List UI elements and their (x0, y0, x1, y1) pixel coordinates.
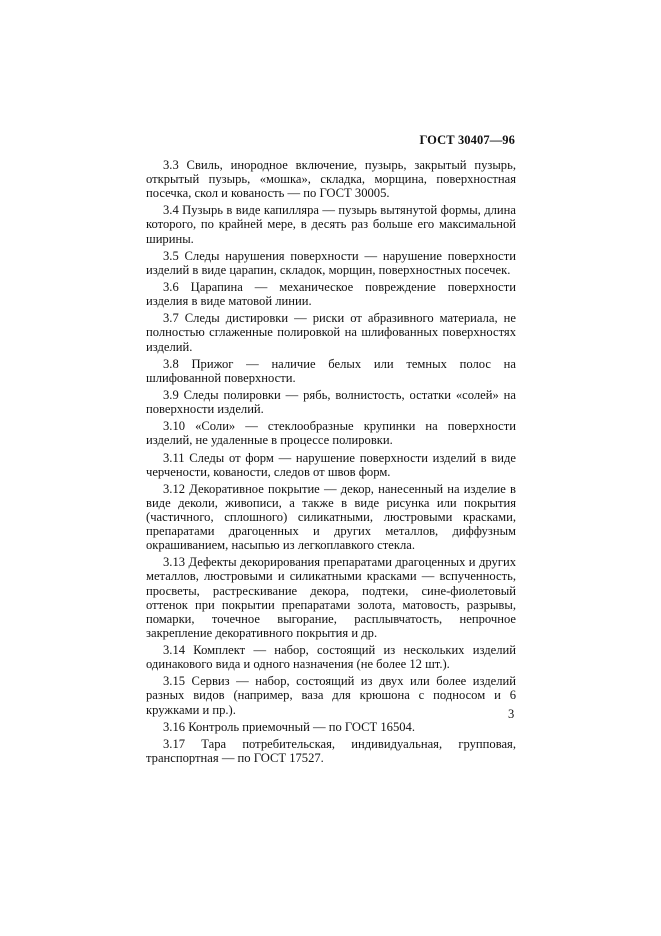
paragraph-3-14: 3.14 Комплект — набор, состоящий из нескольких изделий одинакового вида и одного назначения (не более 12 шт.). (146, 643, 516, 672)
document-body (146, 158, 516, 768)
paragraph-3-6: 3.6 Царапина — механическое повреждение поверхности изделия в виде матовой линии. (146, 280, 516, 309)
paragraph-3-15: 3.15 Сервиз — набор, состоящий из двух или более изделий разных видов (например, ваза для крюшона с подносом и 6 кружками и пр.). (146, 674, 516, 717)
page-number: 3 (508, 707, 515, 721)
paragraph-3-7: 3.7 Следы дистировки — риски от абразивного материала, не полностью сглаженные полировкой на шлифованных поверхностях изделий. (146, 311, 516, 354)
paragraph-3-4: 3.4 Пузырь в виде капилляра — пузырь вытянутой формы, длина которого, по крайней мере, в десять раз больше его максимальной ширины. (146, 203, 516, 246)
paragraph-3-9: 3.9 Следы полировки — рябь, волнистость, остатки «солей» на поверхности изделий. (146, 387, 516, 417)
paragraph-3-11: 3.11 Следы от форм — нарушение поверхности изделий в виде черчености, кованости, следов от швов форм. (146, 450, 516, 479)
paragraph-3-10: 3.10 «Соли» — стеклообразные крупинки на поверхности изделий, не удаленные в процессе полировки. (146, 419, 516, 448)
standard-code-header: ГОСТ 30407—96 (419, 133, 515, 147)
paragraph-3-13: 3.13 Дефекты декорирования препаратами драгоценных и других металлов, люстровыми и силикатными красками — вспученность, просветы, растрескивание декора, подтеки, сине-фиолетовый оттенок при покрытии препаратами золота, матовость, разрывы, помарки, точечное выгорание, расплывчатость, непрочное закрепление декоративного покрытия и др. (146, 555, 516, 640)
paragraph-3-17: 3.17 Тара потребительская, индивидуальная, групповая, транспортная — по ГОСТ 17527. (146, 736, 516, 765)
paragraph-3-3: 3.3 Свиль, инородное включение, пузырь, закрытый пузырь, открытый пузырь, «мошка», складка, морщина, поверхностная посечка, скол и кованость — по ГОСТ 30005. (146, 158, 516, 201)
paragraph-3-12: 3.12 Декоративное покрытие — декор, нанесенный на изделие в виде деколи, живописи, а также в виде рисунка или покрытия (частичного, сплошного) силикатными, люстровыми красками, препаратами драгоценных и других металлов, диффузным окрашиванием, насыпью из легкоплавкого стекла. (146, 481, 516, 553)
paragraph-3-8: 3.8 Прижог — наличие белых или темных полос на шлифованной поверхности. (146, 356, 516, 385)
paragraph-3-5: 3.5 Следы нарушения поверхности — нарушение поверхности изделий в виде царапин, складок, морщин, поверхностных посечек. (146, 248, 516, 277)
paragraph-3-16: 3.16 Контроль приемочный — по ГОСТ 16504. (163, 719, 416, 734)
